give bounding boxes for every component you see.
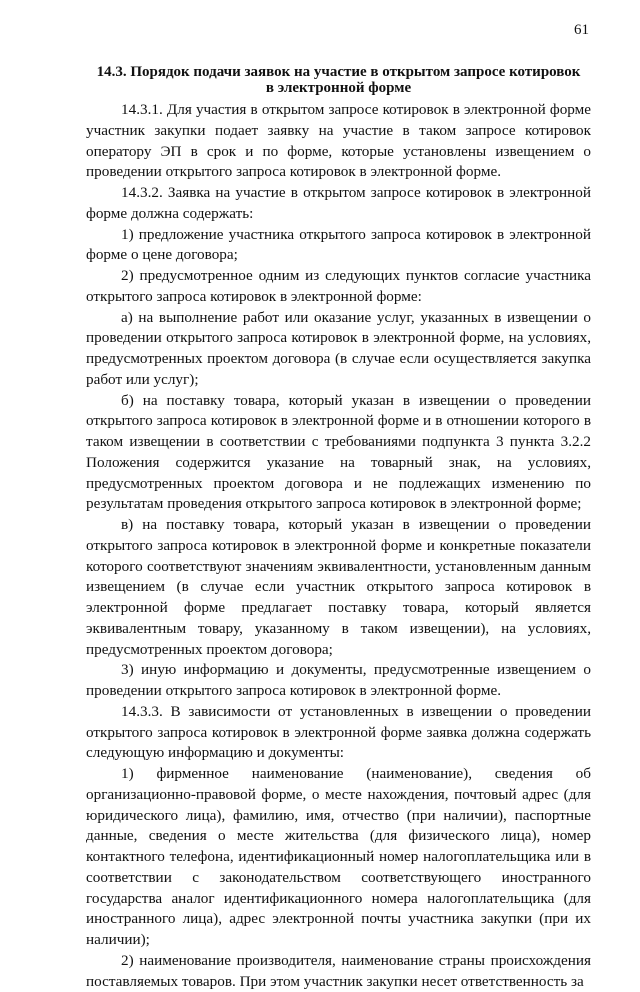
section-title-line-1: 14.3. Порядок подачи заявок на участие в открытом запросе котировок bbox=[96, 64, 581, 80]
paragraph-sub-item-2: 2) наименование производителя, наименование страны происхождения поставляемых товаров. При этом участник закупки несет ответственность за bbox=[86, 951, 591, 990]
paragraph-item-3: 3) иную информацию и документы, предусмотренные извещением о проведении открытого запроса котировок в электронной форме. bbox=[86, 661, 591, 699]
section-title bbox=[86, 64, 591, 96]
paragraph-item-b: б) на поставку товара, который указан в извещении о проведении открытого запроса котировок в электронной форме и в отношении которого в таком извещении в соответствии с требованиями подпункта 3 пункта 3.2.2 Положения содержится указание на товарный знак, на условиях, предусмотренных проектом договора и не подлежащих изменению по результатам проведения открытого запроса котировок в электронной форме; bbox=[86, 391, 591, 513]
paragraph-item-a: а) на выполнение работ или оказание услуг, указанных в извещении о проведении открытого запроса котировок в электронной форме, на условиях, предусмотренных проектом договора (в случае если осуществляется закупка работ или услуг); bbox=[86, 308, 591, 388]
paragraph-item-2: 2) предусмотренное одним из следующих пунктов согласие участника открытого запроса котировок в электронной форме: bbox=[86, 267, 591, 305]
paragraph-14-3-3: 14.3.3. В зависимости от установленных в извещении о проведении открытого запроса котировок в электронной форме заявка должна содержать следующую информацию и документы: bbox=[86, 702, 591, 762]
paragraph-item-v: в) на поставку товара, который указан в извещении о проведении открытого запроса котировок в электронной форме и конкретные показатели которого соответствуют значениям эквивалентности, установленным данным извещением (в случае если участник открытого запроса котировок в электронной форме предлагает поставку товара, который является эквивалентным товару, указанному в таком извещении), на условиях, предусмотренных проектом договора; bbox=[86, 516, 591, 658]
paragraph-14-3-1: 14.3.1. Для участия в открытом запросе котировок в электронной форме участник закупки подает заявку на участие в таком запросе котировок оператору ЭП в срок и по форме, которые установлены извещением о проведении открытого запроса котировок в электронной форме. bbox=[86, 101, 591, 181]
paragraph-sub-item-1: 1) фирменное наименование (наименование), сведения об организационно-правовой форме, о месте нахождения, почтовый адрес (для юридического лица), фамилию, имя, отчество (при наличии), паспортные данные, сведения о месте жительства (для физического лица), номер контактного телефона, идентификационный номер налогоплательщика или в соответствии с законодательством соответствующего иностранного государства аналог идентификационного номера налогоплательщика (для иностранного лица), адрес электронной почты участника закупки (при их наличии); bbox=[86, 765, 591, 948]
paragraph-item-1: 1) предложение участника открытого запроса котировок в электронной форме о цене договора; bbox=[86, 225, 591, 264]
page-number: 61 bbox=[574, 22, 589, 38]
paragraph-14-3-2: 14.3.2. Заявка на участие в открытом запросе котировок в электронной форме должна содержать: bbox=[86, 184, 591, 222]
document-body bbox=[86, 100, 591, 992]
section-title-line-2: в электронной форме bbox=[265, 80, 412, 96]
